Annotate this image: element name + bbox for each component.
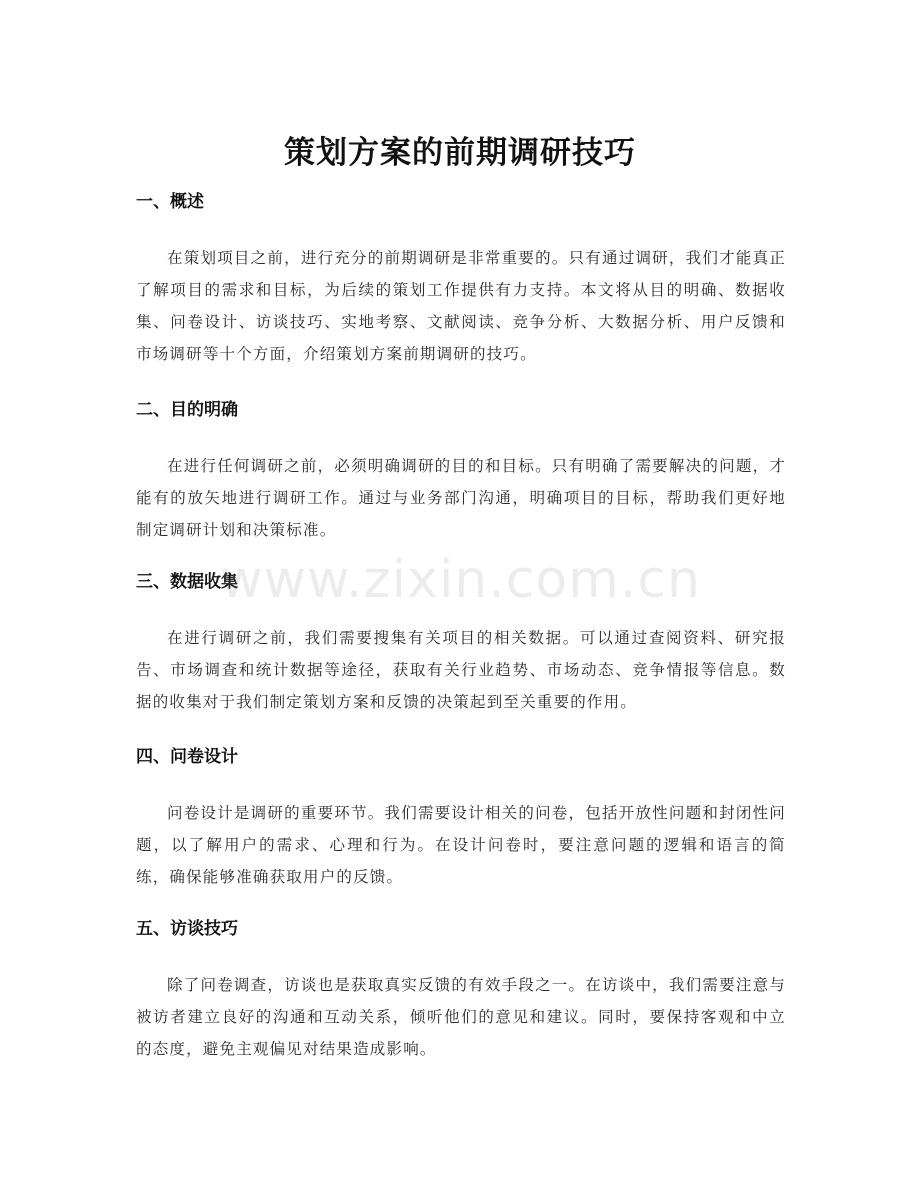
- section-paragraph: 问卷设计是调研的重要环节。我们需要设计相关的问卷，包括开放性问题和封闭性问题，以了解用户的需求、心理和行为。在设计问卷时，要注意问题的逻辑和语言的简练，确保能够准确获取用户的反馈。: [136, 804, 786, 886]
- section-heading: 四、问卷设计: [136, 747, 238, 767]
- section-heading: 三、数据收集: [136, 572, 238, 592]
- section-heading: 五、访谈技巧: [136, 919, 238, 939]
- section-paragraph: 在策划项目之前，进行充分的前期调研是非常重要的。只有通过调研，我们才能真正了解项目的需求和目标，为后续的策划工作提供有力支持。本文将从目的明确、数据收集、问卷设计、访谈技巧、实地考察、文献阅读、竞争分析、大数据分析、用户反馈和市场调研等十个方面，介绍策划方案前期调研的技巧。: [136, 249, 786, 363]
- section-questionnaire-design: [136, 745, 786, 893]
- section-clear-purpose: [136, 398, 786, 546]
- section-paragraph: 在进行任何调研之前，必须明确调研的目的和目标。只有明确了需要解决的问题，才能有的放矢地进行调研工作。通过与业务部门沟通，明确项目的目标，帮助我们更好地制定调研计划和决策标准。: [136, 457, 786, 539]
- section-data-collection: [136, 570, 786, 718]
- section-heading: 一、概述: [136, 192, 204, 212]
- section-overview: [136, 190, 786, 370]
- section-paragraph: 除了问卷调查，访谈也是获取真实反馈的有效手段之一。在访谈中，我们需要注意与被访者建立良好的沟通和互动关系，倾听他们的意见和建议。同时，要保持客观和中立的态度，避免主观偏见对结果造成影响。: [136, 976, 786, 1058]
- section-interview-skills: [136, 917, 786, 1065]
- section-heading: 二、目的明确: [136, 400, 238, 420]
- page-title: 策划方案的前期调研技巧: [284, 134, 636, 171]
- section-paragraph: 在进行调研之前，我们需要搜集有关项目的相关数据。可以通过查阅资料、研究报告、市场调查和统计数据等途径，获取有关行业趋势、市场动态、竞争情报等信息。数据的收集对于我们制定策划方案和反馈的决策起到至关重要的作用。: [136, 629, 786, 711]
- watermark: www.zixin.com.cn: [220, 550, 701, 610]
